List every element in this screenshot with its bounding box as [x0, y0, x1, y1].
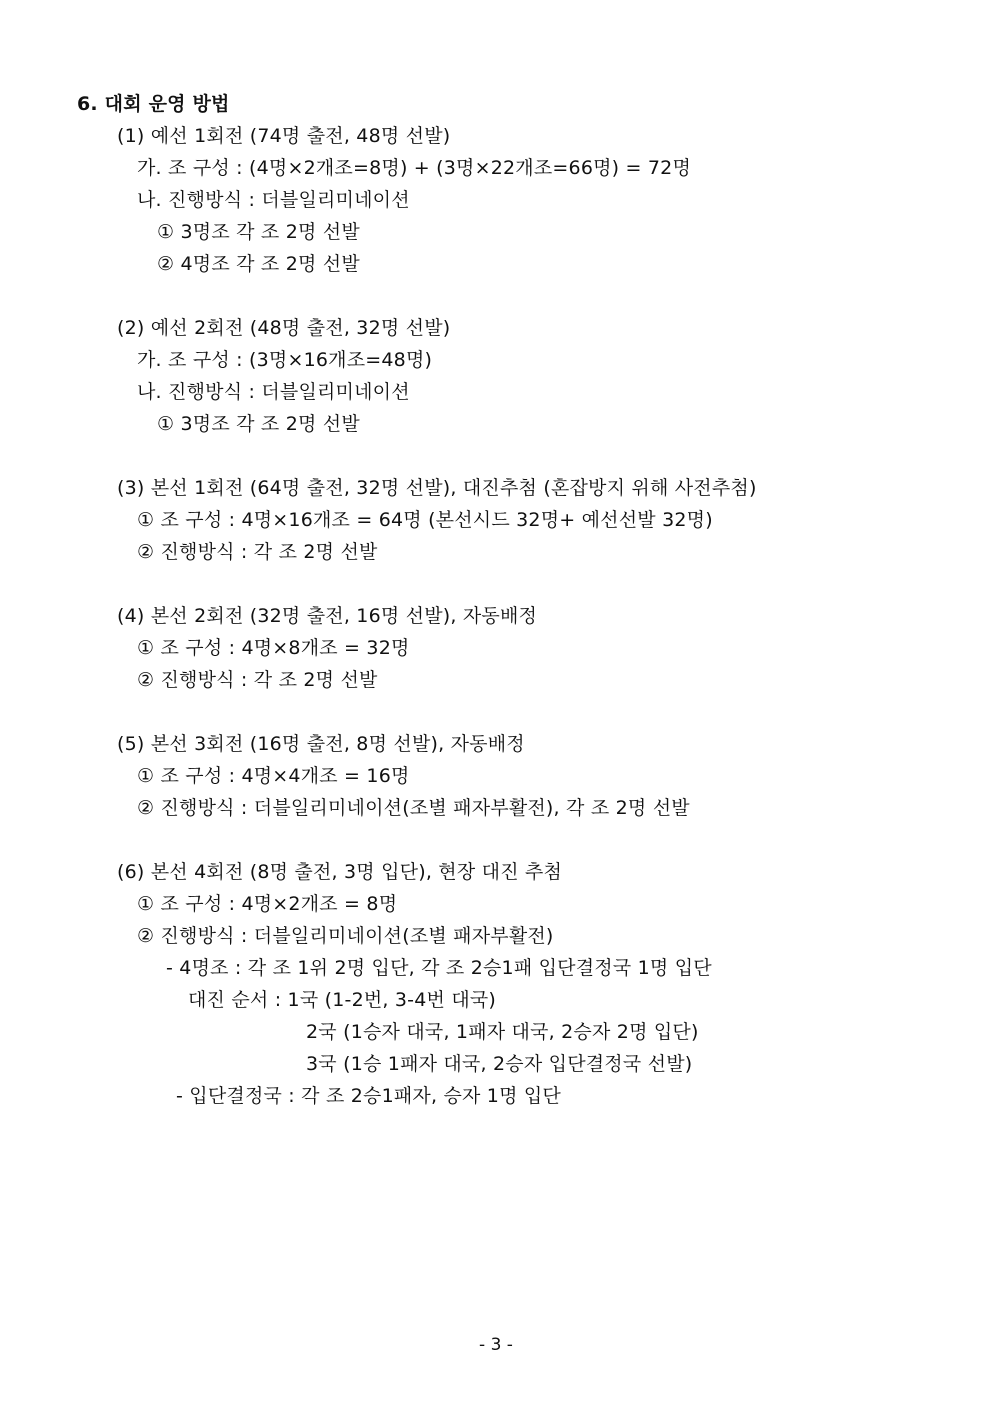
text-line-10: (3) 본선 1회전 (64명 출전, 32명 선발), 대진추첨 (혼잡방지 위해 사전추첨) [117, 477, 757, 499]
text-line-24: 2국 (1승자 대국, 1패자 대국, 2승자 2명 입단) [306, 1021, 699, 1043]
text-line-16: (5) 본선 3회전 (16명 출전, 8명 선발), 자동배정 [117, 733, 525, 755]
text-line-9: ① 3명조 각 조 2명 선발 [157, 413, 360, 435]
text-line-23: 대진 순서 : 1국 (1-2번, 3-4번 대국) [188, 989, 497, 1011]
text-line-15: ② 진행방식 : 각 조 2명 선발 [137, 669, 378, 691]
text-line-18: ② 진행방식 : 더블일리미네이션(조별 패자부활전), 각 조 2명 선발 [137, 797, 690, 819]
text-line-11: ① 조 구성 : 4명×16개조 = 64명 (본선시드 32명+ 예선선발 32명) [137, 509, 713, 531]
text-line-8: 나. 진행방식 : 더블일리미네이션 [137, 381, 410, 403]
text-line-14: ① 조 구성 : 4명×8개조 = 32명 [137, 637, 410, 659]
text-line-6: (2) 예선 2회전 (48명 출전, 32명 선발) [117, 317, 451, 339]
text-line-1: (1) 예선 1회전 (74명 출전, 48명 선발) [117, 125, 451, 147]
text-line-12: ② 진행방식 : 각 조 2명 선발 [137, 541, 378, 563]
page-number: - 3 - [479, 1335, 513, 1355]
text-line-22: - 4명조 : 각 조 1위 2명 입단, 각 조 2승1패 입단결정국 1명 입단 [166, 957, 712, 979]
text-line-17: ① 조 구성 : 4명×4개조 = 16명 [137, 765, 410, 787]
text-line-20: ① 조 구성 : 4명×2개조 = 8명 [137, 893, 398, 915]
text-line-21: ② 진행방식 : 더블일리미네이션(조별 패자부활전) [137, 925, 554, 947]
text-line-26: - 입단결정국 : 각 조 2승1패자, 승자 1명 입단 [176, 1085, 561, 1107]
text-line-4: ① 3명조 각 조 2명 선발 [157, 221, 360, 243]
text-line-3: 나. 진행방식 : 더블일리미네이션 [137, 189, 410, 211]
section-heading: 6. 대회 운영 방법 [77, 93, 230, 115]
text-line-19: (6) 본선 4회전 (8명 출전, 3명 입단), 현장 대진 추첨 [117, 861, 563, 883]
text-line-13: (4) 본선 2회전 (32명 출전, 16명 선발), 자동배정 [117, 605, 538, 627]
text-line-25: 3국 (1승 1패자 대국, 2승자 입단결정국 선발) [306, 1053, 693, 1075]
text-line-2: 가. 조 구성 : (4명×2개조=8명) + (3명×22개조=66명) = 72명 [137, 157, 692, 179]
text-line-5: ② 4명조 각 조 2명 선발 [157, 253, 360, 275]
text-line-7: 가. 조 구성 : (3명×16개조=48명) [137, 349, 433, 371]
